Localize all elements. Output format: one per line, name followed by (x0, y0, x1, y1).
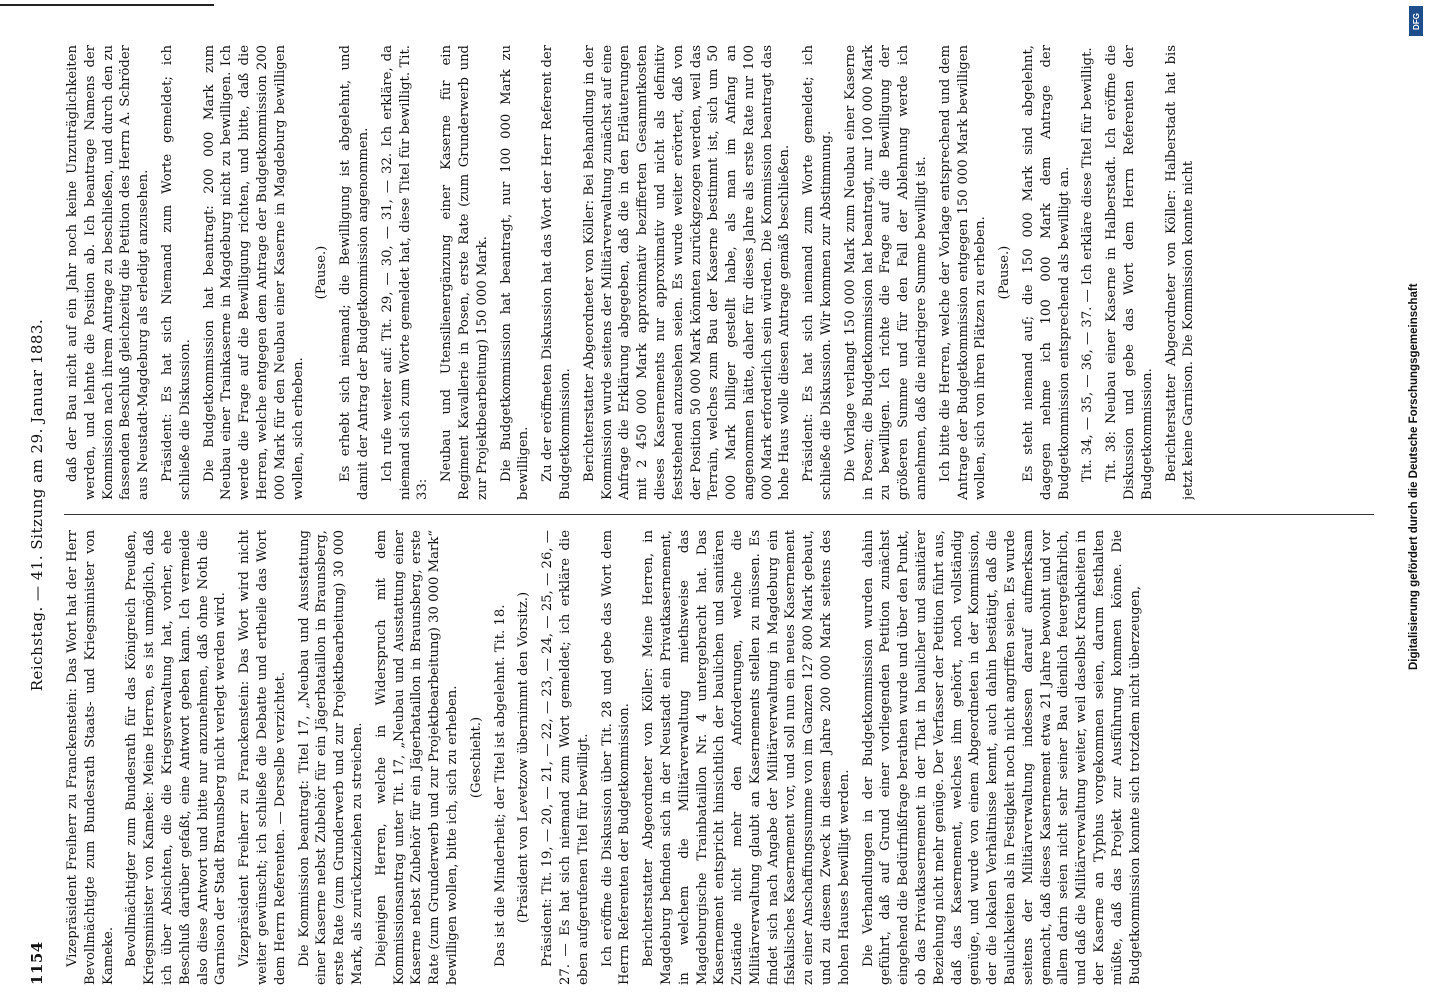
paragraph: Ich eröffne die Diskussion über Tit. 28 und gebe das Wort dem Herrn Referenten der Budgetkommission. (599, 530, 633, 985)
right-column (64, 45, 1394, 500)
paragraph: Präsident: Tit. 19, — 20, — 21, — 22, — 23, — 24, — 25, — 26, — 27. — Es hat sich niemand zum Wort gemeldet; ich erkläre die eben aufgerufenen Titel für bewilligt. (540, 530, 591, 985)
paragraph: Die Budgetkommission hat beantragt, nur 100 000 Mark zu bewilligen. (498, 45, 532, 500)
paragraph: Berichterstatter Abgeordneter von Köller: Meine Herren, in Magdeburg befinden sich in der Neustadt ein Privatkasernement, in welchem die Militärverwaltung miethsweise das Magdeburgische Trainbataillon Nr. 4 untergebracht hat. Das Kasernement entspricht hinsichtlich der baulichen und sanitären Zustände nicht mehr den Anforderungen, welche die Militärverwaltung glaubt an Kasernements stellen zu müssen. Es findet sich nach Angabe der Militärverwaltung in Magdeburg ein fiskalisches Kasernement vor, und soll nun ein neues Kasernement zu einer Anschaffungssumme von im Ganzen 127 800 Mark gebaut, und zu diesem Zweck in diesem Jahre 200 000 Mark seitens des hohen Hauses bewilligt werden. (641, 530, 852, 985)
paragraph: Ich bitte die Herren, welche der Vorlage entsprechend und dem Antrage der Budgetkommission entgegen 150 000 Mark bewilligen wollen, sich von ihren Plätzen zu erheben. (937, 45, 989, 500)
paragraph: Vizepräsident Freiherr zu Franckenstein: Das Wort wird nicht weiter gewünscht; ich schließe die Debatte und ertheile das Wort dem Herrn Referenten. — Derselbe verzichtet. (237, 530, 288, 985)
paragraph: Ich rufe weiter auf: Tit. 29, — 30, — 31, — 32. Ich erkläre, da niemand sich zum Worte gemeldet hat, diese Titel für bewilligt. Tit. 33: (379, 45, 431, 500)
paragraph: Es steht niemand auf; die 150 000 Mark sind abgelehnt, dagegen nehme ich 100 000 Mark dem Antrage der Budgetkommission entsprechend als bewilligt an. (1021, 45, 1072, 500)
paragraph: Vizepräsident Freiherr zu Franckenstein: Das Wort hat der Herr Bevollmächtigte zum Bundesrath Staats- und Kriegsminister von Kameke. (65, 530, 116, 985)
paragraph: daß der Bau nicht auf ein Jahr noch keine Unzuträglichkeiten werden, und lehnte die Position ab. Ich beantrage Namens der Kommission nach ihrem Antrage zu beschließen, und durch den zu fassenden Beschluß gleichzeitig die Petition des Herrn A. Schröder aus Neustadt-Magdeburg als erledigt anzusehen. (65, 45, 152, 500)
running-title: Reichstag. — 41. Sitzung am 29. Januar 1883. (28, 318, 46, 692)
page-header (20, 25, 60, 985)
paragraph: Die Budgetkommission hat beantragt: 200 000 Mark zum Neubau einer Trainkaserne in Magdeburg nicht zu bewilligen. Ich werde die Frage auf die Bewilligung richten, und bitte, daß die Herren, welche entgegen dem Antrage der Budgetkommission 200 000 Mark für den Neubau einer Kaserne in Magdeburg bewilligen wollen, sich erheben. (201, 45, 306, 500)
left-column (64, 530, 1394, 985)
stage-direction: (Geschieht.) (468, 716, 484, 799)
stage-direction: (Pause.) (997, 245, 1013, 300)
column-divider (64, 514, 1374, 515)
paragraph: Präsident: Es hat sich niemand zum Worte gemeldet; ich schließe die Diskussion. Wir kommen zur Abstimmung. (801, 45, 835, 500)
paragraph: Die Verhandlungen in der Budgetkommission wurden dahin geführt, daß auf Grund einer vorliegenden Petition zunächst eingehend die Bedürfnißfrage berathen wurde und über den Punkt, ob das Privatkasernement in der That in baulicher und sanitärer Beziehung nicht mehr genüge. Der Verfasser der Petition führt aus, daß das Kasernement, welches ihm gehört, noch vollständig genüge, und wurde von einem Abgeordneten in der Kommission, der die lokalen Verhältnisse kennt, auch dahin bestätigt, daß die Baulichkeiten als in Festigkeit noch nicht angriffen seien. Es wurde seitens der Militärverwaltung indessen darauf aufmerksam gemacht, daß dieses Kasernement etwa 21 Jahre bewohnt und vor allem darin seien nicht sehr seiner Bau dienlich feuergefährlich, und daß die Militärverwaltung weiter, weil daselbst Krankheiten in der Kaserne an Typhus vorgekommen seien, darum festhalten müßte, daß das Projekt zur Ausführung kommen könne. Die Budgetkommission konnte sich trotzdem nicht überzeugen, (860, 530, 1143, 985)
paragraph: Das ist die Minderheit; der Titel ist abgelehnt. Tit. 18. (492, 604, 508, 967)
paragraph: Diejenigen Herren, welche in Widerspruch mit dem Kommissionsantrag unter Tit. 17, „Neubau und Ausstattung einer Kaserne nebst Zubehör für ein Jägerbataillon in Braunsberg, erste Rate (zum Grunderwerb und zur Projektbearbeitung) 30 000 Mark“ bewilligen wollen, bitte ich, sich zu erheben. (373, 530, 460, 985)
top-rule (0, 4, 214, 6)
page-number: 1154 (28, 941, 46, 985)
paragraph: Die Kommission beantragt: Titel 17, „Neubau und Ausstattung einer Kaserne nebst Zubehör für ein Jägerbataillon in Braunsberg, erste Rate (zum Grunderwerb und zur Projektbearbeitung) 30 000 Mark, als zurückzuziehen zu streichen. (296, 530, 365, 985)
paragraph: Zu der eröffneten Diskussion hat das Wort der Herr Referent der Budgetkommission. (540, 45, 573, 500)
paragraph: Tit. 34, — 35, — 36, — 37. — Ich erkläre diese Titel für bewilligt. (1080, 47, 1096, 482)
digitization-credit: Digitalisierung gefördert durch die Deutsche Forschungsgemeinschaft (1408, 283, 1420, 670)
paragraph: Es erhebt sich niemand; die Bewilligung ist abgelehnt, und damit der Antrag der Budgetkommission angenommen. (338, 45, 371, 500)
stage-direction: (Präsident von Levetzow übernimmt den Vorsitz.) (516, 591, 532, 924)
paragraph: Neubau und Utensilienergänzung einer Kaserne für ein Regiment Kavallerie in Posen, erste Rate (zum Grunderwerb und zur Projektbearbeitung) 150 000 Mark. (439, 45, 490, 500)
paragraph: Tit. 38: Neubau einer Kaserne in Halberstadt. Ich eröffne die Diskussion und gebe das Wort dem Herrn Referenten der Budgetkommission. (1104, 45, 1155, 500)
dfg-logo: DFG (1409, 6, 1423, 36)
paragraph: Berichterstatter Abgeordneter von Köller: Bei Behandlung in der Kommission wurde seitens der Militärverwaltung zunächst auf eine Anfrage die Erklärung abgegeben, daß die in den Erläuterungen mit 2 450 000 Mark approximativ bezifferten Gesammtkosten dieses Kasernements nur approximativ und nicht als definitiv feststehend anzusehen seien. Es wurde weiter erörtert, daß von der Position 50 000 Mark könnten zurückgezogen werden, weil das Terrain, welches zum Bau der Kaserne bestimmt ist, sich um 50 000 Mark billiger gestellt habe, als man im Anfang an angenommen hätte, daher für dieses Jahre als erste Rate nur 100 000 Mark erforderlich sein würden. Die Kommission beantragt das hohe Haus wolle diesen Antrage gemäß beschließen. (581, 45, 793, 500)
paragraph: Die Vorlage verlangt 150 000 Mark zum Neubau einer Kaserne in Posen; die Budgetkommission hat beantragt, nur 100 000 Mark zu bewilligen. Ich richte die Frage auf die Bewilligung der größeren Summe und für den Fall der Ablehnung werde ich annehmen, daß die niedrigere Summe bewilligt ist. (842, 45, 930, 500)
paragraph: Bevollmächtigter zum Bundesrath für das Königreich Preußen, Kriegsminister von Kameke: Meine Herren, es ist unmöglich, daß ich über Absichten, die die Kriegsverwaltung hat, vorher, ehe Beschluß darüber gefaßt, eine Antwort geben kann. Ich vermeide also diese Antwort und bitte nur anzunehmen, daß ohne Noth die Garnison der Stadt Braunsberg nicht verlegt werden wird. (124, 530, 229, 985)
scanned-page (20, 25, 1400, 985)
paragraph: Präsident: Es hat sich Niemand zum Worte gemeldet; ich schließe die Diskussion. (159, 45, 193, 500)
paragraph: Berichterstatter Abgeordneter von Köller: Halberstadt hat bis jetzt keine Garnison. Die Kommission konnte nicht (1163, 45, 1197, 500)
stage-direction: (Pause.) (314, 245, 330, 300)
